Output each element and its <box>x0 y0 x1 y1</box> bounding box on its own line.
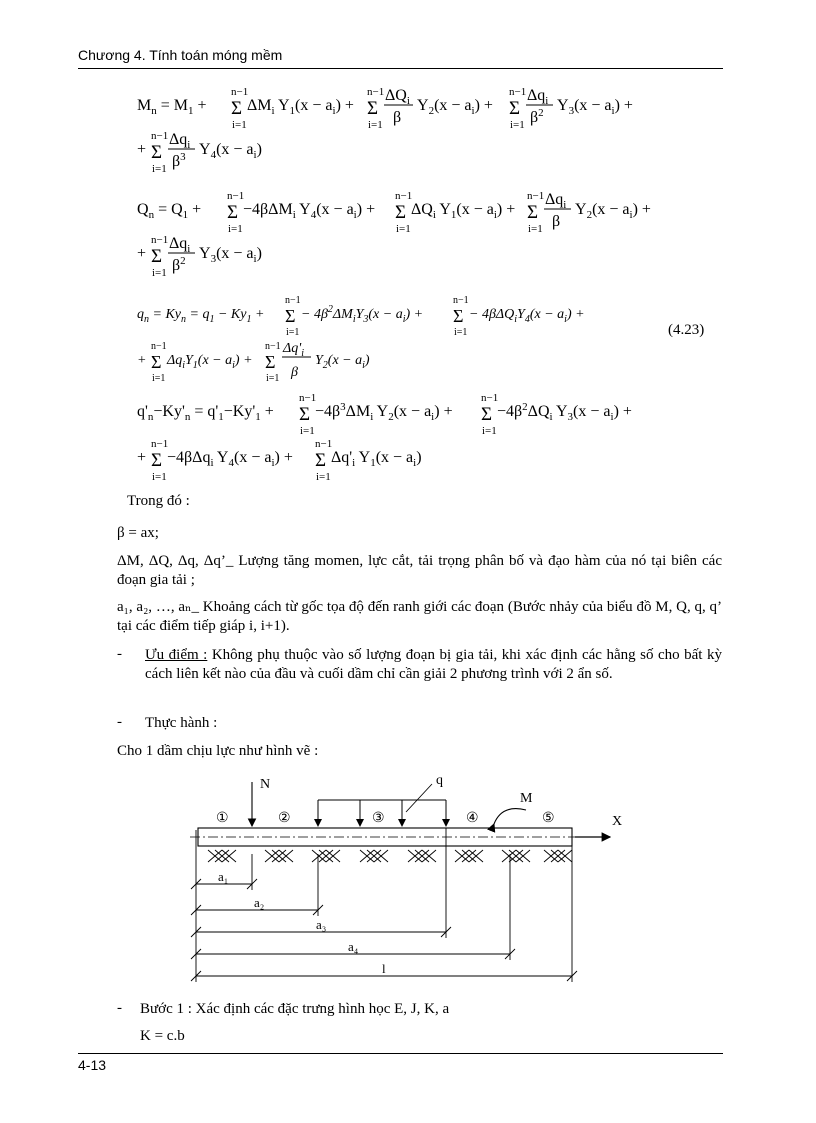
beam-diagram <box>180 770 640 997</box>
svg-text:n−1: n−1 <box>285 295 301 306</box>
bullet-dash-3: - <box>117 1000 122 1016</box>
svg-text:i=1: i=1 <box>232 119 247 131</box>
svg-text:+: + <box>137 245 147 262</box>
svg-text:−4β2ΔQi Y3(x − ai) +: $-4\beta^2\Delta Q_i$ $Y_3(x - a_i)$ + <box>497 401 632 423</box>
svg-text:+: + <box>137 141 147 158</box>
advantage-label: Ưu điểm : <box>145 647 208 663</box>
equation-number: (4.23) <box>668 322 705 338</box>
svg-text:Σ: Σ <box>151 352 162 372</box>
svg-text:i=1: i=1 <box>396 223 411 235</box>
label-x: X <box>612 814 623 829</box>
bullet-dash-2: - <box>117 714 122 730</box>
svg-text:+: + <box>137 449 147 466</box>
svg-text:β2: $\beta^2$ <box>530 107 544 126</box>
k-formula: K = c.b <box>140 1028 185 1044</box>
equation-qprime <box>135 388 695 483</box>
svg-text:n−1: n−1 <box>265 341 281 352</box>
svg-text:n−1: n−1 <box>299 392 317 404</box>
svg-text:Y4(x − ai): $Y_4(x - a_i)$ <box>199 141 262 161</box>
svg-text:Σ: Σ <box>265 352 276 372</box>
svg-text:n−1: n−1 <box>315 438 333 450</box>
svg-text:Σ: Σ <box>315 450 327 471</box>
svg-text:β: β <box>552 213 561 230</box>
svg-text:Σ: Σ <box>509 98 521 119</box>
svg-text:+: + <box>137 353 147 368</box>
svg-text:n−1: n−1 <box>395 190 413 202</box>
equation-mn <box>135 82 695 175</box>
svg-text:Σ: Σ <box>395 202 407 223</box>
svg-text:− 4β2ΔMiY3(x − ai) +: − $4\beta^2\Delta M_iY_3(x - a_i)$ + <box>301 304 424 325</box>
a-definition: a₁, a₂, …, aₙ_ Khoảng cách từ gốc tọa độ đến ranh giới các đoạn (Bước nhảy của biểu đồ M, Q, q, q’ tại các điểm tiếp giáp i, i+1). <box>117 599 722 634</box>
moment-arrow <box>494 809 526 824</box>
trong-do-label: Trong đó : <box>127 493 190 509</box>
beta-definition: β = ax; <box>117 525 159 541</box>
svg-text:Σ: Σ <box>285 306 296 326</box>
svg-text:−4βΔqi Y4(x − ai) +: −4βΔq$_i$ $Y_4(x - a_i)$ + <box>167 449 293 469</box>
label-q: q <box>436 773 443 788</box>
advantage-text: Không phụ thuộc vào số lượng đoạn bị gia tải, khi xác định các hằng số cho bất kỳ cách liên kết nào của đầu và cuối dầm chỉ cần giải 2 phương trình với 2 ẩn số. <box>145 647 722 682</box>
beam-intro: Cho 1 dầm chịu lực như hình vẽ : <box>117 743 319 759</box>
dim-a1: a₁ <box>218 869 229 884</box>
svg-text:n−1: n−1 <box>151 234 169 246</box>
svg-text:Y2(x − ai): $Y_2(x - a_i)$ <box>315 353 370 371</box>
label-m: M <box>520 791 533 806</box>
svg-text:i=1: i=1 <box>266 373 280 384</box>
svg-text:n−1: n−1 <box>227 190 245 202</box>
page-number: 4-13 <box>78 1057 107 1073</box>
svg-text:n−1: n−1 <box>231 86 249 98</box>
svg-text:i=1: i=1 <box>286 327 300 338</box>
svg-text:i=1: i=1 <box>528 223 543 235</box>
svg-text:Qn = Q1 +: $Q_n = Q_1$ + <box>137 201 202 221</box>
dim-a2: a₂ <box>254 895 265 910</box>
svg-text:n−1: n−1 <box>151 130 169 142</box>
svg-text:ΔQi: $\Delta Q_i$ <box>385 87 410 107</box>
svg-text:ΔQi Y1(x − ai) +: $\Delta Q_i$ $Y_1(x - a_i)$ + <box>411 201 516 221</box>
svg-text:Δqi: $\Delta q_i$ <box>169 131 191 151</box>
segment-3: ③ <box>372 811 385 826</box>
svg-text:i=1: i=1 <box>482 425 497 437</box>
svg-text:−4βΔMi Y4(x − ai) +: −4βΔM$_i$ $Y_4(x - a_i)$ + <box>243 201 376 221</box>
svg-text:q'n−Ky'n = q'1−Ky'1 +: $q'_n-Ky'_n = q'_1-Ky'_1$ + <box>137 403 274 423</box>
svg-text:n−1: n−1 <box>509 86 527 98</box>
svg-text:ΔMi Y1(x − ai) +: $\Delta M_i$ $Y_1(x - a_i)$ + <box>247 97 354 117</box>
label-n: N <box>260 777 271 792</box>
svg-text:i=1: i=1 <box>152 373 166 384</box>
advantage-paragraph <box>145 646 722 684</box>
svg-text:qn = Kyn = q1 − Ky1 +: $q_n = Ky_n = q_1 - Ky_1$ + <box>137 307 265 325</box>
svg-text:i=1: i=1 <box>454 327 468 338</box>
svg-text:Mn = M1 +: $M_n = M_1$ + <box>137 97 207 117</box>
svg-text:β: β <box>393 109 402 126</box>
svg-text:Δqi: $\Delta q_i$ <box>527 87 549 107</box>
svg-text:β2: $\beta^2$ <box>172 255 186 274</box>
svg-text:Δqi: $\Delta q_i$ <box>545 191 567 211</box>
svg-text:i=1: i=1 <box>510 119 525 131</box>
segment-5: ⑤ <box>542 811 555 826</box>
svg-text:Y3(x − ai): $Y_3(x - a_i)$ <box>199 245 262 265</box>
svg-text:i=1: i=1 <box>316 471 331 483</box>
svg-text:Σ: Σ <box>151 450 163 471</box>
svg-text:Σ: Σ <box>367 98 379 119</box>
svg-text:Δq'i Y1(x − ai): $\Delta q'_i$ $Y_1(x - a_i)$ <box>331 449 422 469</box>
svg-text:β3: $\beta^3$ <box>172 151 186 170</box>
svg-text:Σ: Σ <box>481 404 493 425</box>
svg-text:i=1: i=1 <box>152 163 167 175</box>
svg-text:Σ: Σ <box>227 202 239 223</box>
segment-4: ④ <box>466 811 479 826</box>
svg-text:Σ: Σ <box>453 306 464 326</box>
svg-text:i=1: i=1 <box>368 119 383 131</box>
soil-hatching <box>208 850 572 862</box>
practice-label: Thực hành : <box>145 715 218 731</box>
equation-qn <box>135 186 695 279</box>
svg-text:n−1: n−1 <box>367 86 385 98</box>
svg-text:Σ: Σ <box>151 142 163 163</box>
svg-text:Σ: Σ <box>151 246 163 267</box>
svg-text:Δqi: $\Delta q_i$ <box>169 235 191 255</box>
svg-text:n−1: n−1 <box>453 295 469 306</box>
step1-text: Bước 1 : Xác định các đặc trưng hình học E, J, K, a <box>140 1001 450 1017</box>
svg-text:i=1: i=1 <box>152 267 167 279</box>
dim-a4: a₄ <box>348 939 359 954</box>
segment-1: ① <box>216 811 229 826</box>
dimension-lines <box>191 828 577 982</box>
header-rule <box>78 68 723 69</box>
svg-text:n−1: n−1 <box>151 438 169 450</box>
dim-l: l <box>382 961 386 976</box>
svg-text:n−1: n−1 <box>151 341 167 352</box>
svg-text:n−1: n−1 <box>527 190 545 202</box>
svg-text:Σ: Σ <box>299 404 311 425</box>
svg-text:Σ: Σ <box>231 98 243 119</box>
svg-text:− 4βΔQiY4(x − ai) +: − $4\beta\Delta Q_iY_4(x - a_i)$ + <box>469 307 585 325</box>
svg-text:Σ: Σ <box>527 202 539 223</box>
svg-text:n−1: n−1 <box>481 392 499 404</box>
svg-text:i=1: i=1 <box>300 425 315 437</box>
chapter-header: Chương 4. Tính toán móng mềm <box>78 47 283 63</box>
dim-a3: a₃ <box>316 917 327 932</box>
bullet-dash-1: - <box>117 646 122 662</box>
svg-text:β: β <box>291 365 298 380</box>
segment-2: ② <box>278 811 291 826</box>
svg-text:Y3(x − ai) +: $Y_3(x - a_i)$ + <box>557 97 633 117</box>
delta-definition: ΔM, ΔQ, Δq, Δq’_ Lượng tăng momen, lực cắt, tải trọng phân bố và đạo hàm của nó tại biên các đoạn gia tải ; <box>117 553 722 588</box>
svg-text:i=1: i=1 <box>228 223 243 235</box>
svg-text:i=1: i=1 <box>152 471 167 483</box>
svg-text:Y2(x − ai) +: $Y_2(x - a_i)$ + <box>575 201 651 221</box>
svg-text:−4β3ΔMi Y2(x − ai) +: $-4\beta^3\Delta M_i$ $Y_2(x - a_i)$ + <box>315 401 453 423</box>
svg-text:Δq'i: $\Delta q'_i$ <box>283 341 304 359</box>
equation-qn-lower <box>135 290 695 384</box>
svg-text:Y2(x − ai) +: $Y_2(x - a_i)$ + <box>417 97 493 117</box>
svg-text:ΔqiY1(x − ai) +: $\Delta q_iY_1(x - a_i)$ + <box>167 353 253 371</box>
footer-rule <box>78 1053 723 1054</box>
